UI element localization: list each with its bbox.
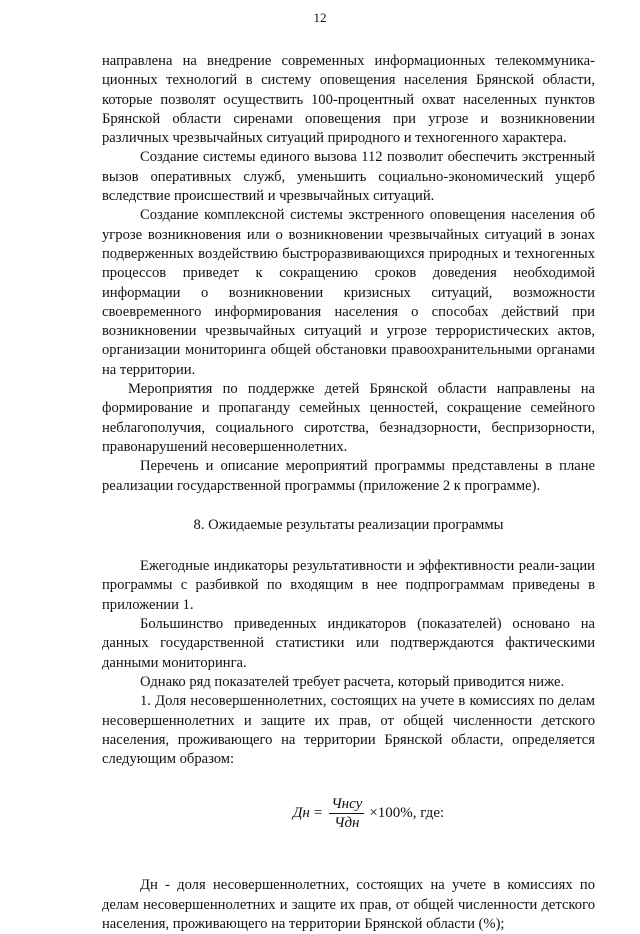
formula bbox=[142, 795, 595, 832]
paragraph-calculation: Однако ряд показателей требует расчета, который приводится ниже. bbox=[140, 673, 565, 690]
paragraph-children-support: Мероприятия по поддержке детей Брянской области направлены на формирование и пропаганду семейных ценностей, сокращение семейного неблагополучия, социального сиротства, безнадзорности, беспризорности, правонарушений несовершеннолетних. bbox=[102, 381, 595, 455]
paragraph-definition: Дн - доля несовершеннолетних, состоящих на учете в комиссиях по делам несовершеннолетних и защите их прав, от общей численности детского населения, проживающего на территории Брянской области (%); bbox=[102, 877, 595, 932]
paragraph-warning-system: Создание комплексной системы экстренного оповещения населения об угрозе возникновения или о возникновении чрезвычайных ситуаций в зонах подверженных воздействию быстроразвивающихся природных и техногенных процессов приведет к сокращению сроков доведения необходимой информации о возникновении кризисных ситуаций, возможности своевременного информирования населения о способах действий при возникновении чрезвычайных ситуаций и угрозе террористических актов, организации мониторинга общей обстановки правоохранительными органами на территории. bbox=[102, 207, 595, 378]
paragraph-measures-list: Перечень и описание мероприятий программы представлены в плане реализации государственной программы (приложение 2 к программе). bbox=[102, 458, 595, 494]
document-body bbox=[102, 52, 595, 934]
paragraph-telecom: направлена на внедрение современных информационных телекоммуника-ционных технологий в систему оповещения населения Брянской области, которые позволят осуществить 100-процентный охват населенных пунктов Брянской области сиренами оповещения при угрозе и возникновении различных чрезвычайных ситуаций природного и техногенного характера. bbox=[102, 53, 595, 147]
formula-numerator: Чнсу bbox=[331, 796, 363, 813]
formula-fraction bbox=[329, 795, 364, 832]
paragraph-indicator-1: 1. Доля несовершеннолетних, состоящих на учете в комиссиях по делам несовершеннолетних и защите их прав, от общей численности детского населения, проживающего на территории Брянской области, определяется следующим образом: bbox=[102, 693, 595, 768]
paragraph-indicators: Ежегодные индикаторы результативности и эффективности реали-зации программы с разбивкой по входящим в нее подпрограммам приведены в приложении 1. bbox=[102, 558, 595, 613]
paragraph-statistics: Большинство приведенных индикаторов (показателей) основано на данных государственной статистики или подтверждаются фактическими данными мониторинга. bbox=[102, 616, 595, 671]
formula-equals: = bbox=[313, 805, 323, 822]
formula-suffix: , где: bbox=[412, 805, 445, 822]
formula-lhs: Дн bbox=[292, 805, 310, 822]
section-heading: 8. Ожидаемые результаты реализации программы bbox=[193, 516, 504, 533]
paragraph-system-112: Создание системы единого вызова 112 позволит обеспечить экстренный вызов оперативных служб, уменьшить социально-экономический ущерб вследствие происшествий и чрезвычайных ситуаций. bbox=[102, 149, 595, 205]
formula-denominator: Чдн bbox=[334, 815, 360, 832]
formula-multiplier: ×100% bbox=[369, 805, 413, 822]
page-number: 12 bbox=[313, 10, 327, 25]
